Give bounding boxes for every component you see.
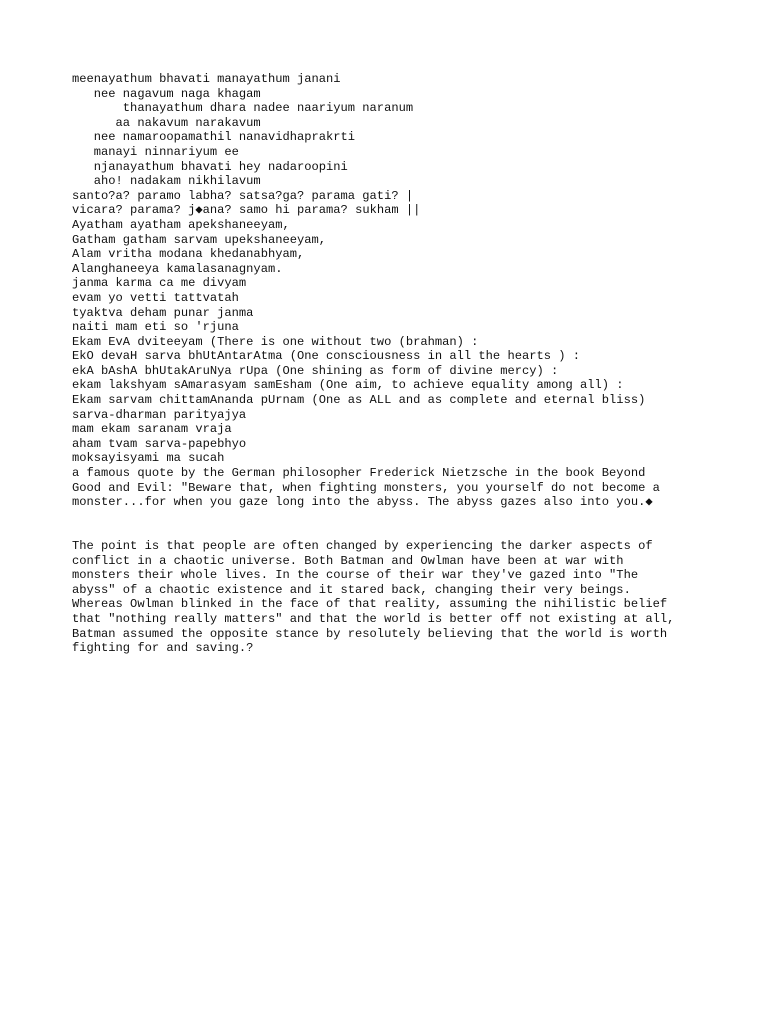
text-line: aham tvam sarva-papebhyo	[72, 436, 247, 451]
text-line: santo?a? paramo labha? satsa?ga? parama gati? |	[72, 188, 414, 203]
paragraph-line: The point is that people are often changed by experiencing the darker aspects of	[72, 539, 653, 553]
text-line: janma karma ca me divyam	[72, 276, 247, 291]
paragraph-line: abyss" of a chaotic existence and it stared back, changing their very beings.	[72, 582, 631, 597]
text-line: vicara? parama? j◆ana? samo hi parama? sukham ||	[72, 203, 421, 218]
text-line: mam ekam saranam vraja	[72, 422, 232, 437]
text-line: Gatham gatham sarvam upekshaneeyam,	[72, 232, 327, 247]
paragraph-line: conflict in a chaotic universe. Both Batman and Owlman have been at war with	[72, 553, 624, 568]
text-line: aho! nadakam nikhilavum	[72, 174, 261, 189]
text-line: aa nakavum narakavum	[72, 115, 261, 130]
paragraph-line: fighting for and saving.?	[72, 641, 254, 656]
text-line: EkO devaH sarva bhUtAntarAtma (One consciousness in all the hearts ) :	[72, 349, 581, 364]
body-paragraph	[72, 539, 732, 656]
text-line: a famous quote by the German philosopher Frederick Nietzsche in the book Beyond	[72, 466, 646, 481]
paragraph-line: Batman assumed the opposite stance by resolutely believing that the world is worth	[72, 626, 668, 641]
text-line: njanayathum bhavati hey nadaroopini	[72, 159, 348, 174]
text-line: ekA bAshA bhUtakAruNya rUpa (One shining as form of divine mercy) :	[72, 363, 559, 378]
text-line: tyaktva deham punar janma	[72, 305, 254, 320]
text-line: ekam lakshyam sAmarasyam samEsham (One aim, to achieve equality among all) :	[72, 378, 624, 393]
text-line: manayi ninnariyum ee	[72, 144, 239, 159]
text-line: naiti mam eti so 'rjuna	[72, 320, 239, 335]
text-line: nee nagavum naga khagam	[72, 86, 261, 101]
text-line: thanayathum dhara nadee naariyum naranum	[72, 101, 414, 116]
text-line: Ayatham ayatham apekshaneeyam,	[72, 217, 290, 232]
paragraph-line: monsters their whole lives. In the course of their war they've gazed into "The	[72, 568, 639, 583]
verse-block	[72, 72, 732, 510]
text-line: Ekam sarvam chittamAnanda pUrnam (One as ALL and as complete and eternal bliss)	[72, 393, 646, 408]
document-page	[72, 72, 732, 656]
text-line: Good and Evil: "Beware that, when fighting monsters, you yourself do not become a	[72, 480, 660, 495]
text-line: sarva-dharman parityajya	[72, 407, 247, 422]
text-line: moksayisyami ma sucah	[72, 451, 225, 466]
paragraph-line: that "nothing really matters" and that the world is better off not existing at all,	[72, 611, 675, 626]
text-line: monster...for when you gaze long into the abyss. The abyss gazes also into you.◆	[72, 495, 653, 510]
paragraph-line: Whereas Owlman blinked in the face of that reality, assuming the nihilistic belief	[72, 597, 668, 612]
text-line: meenayathum bhavati manayathum janani	[72, 72, 341, 86]
text-line: nee namaroopamathil nanavidhaprakrti	[72, 130, 356, 145]
text-line: evam yo vetti tattvatah	[72, 290, 239, 305]
text-line: Alam vritha modana khedanabhyam,	[72, 247, 305, 262]
text-line: Alanghaneeya kamalasanagnyam.	[72, 261, 283, 276]
text-line: Ekam EvA dviteeyam (There is one without two (brahman) :	[72, 334, 479, 349]
paragraph-gap	[72, 510, 732, 539]
